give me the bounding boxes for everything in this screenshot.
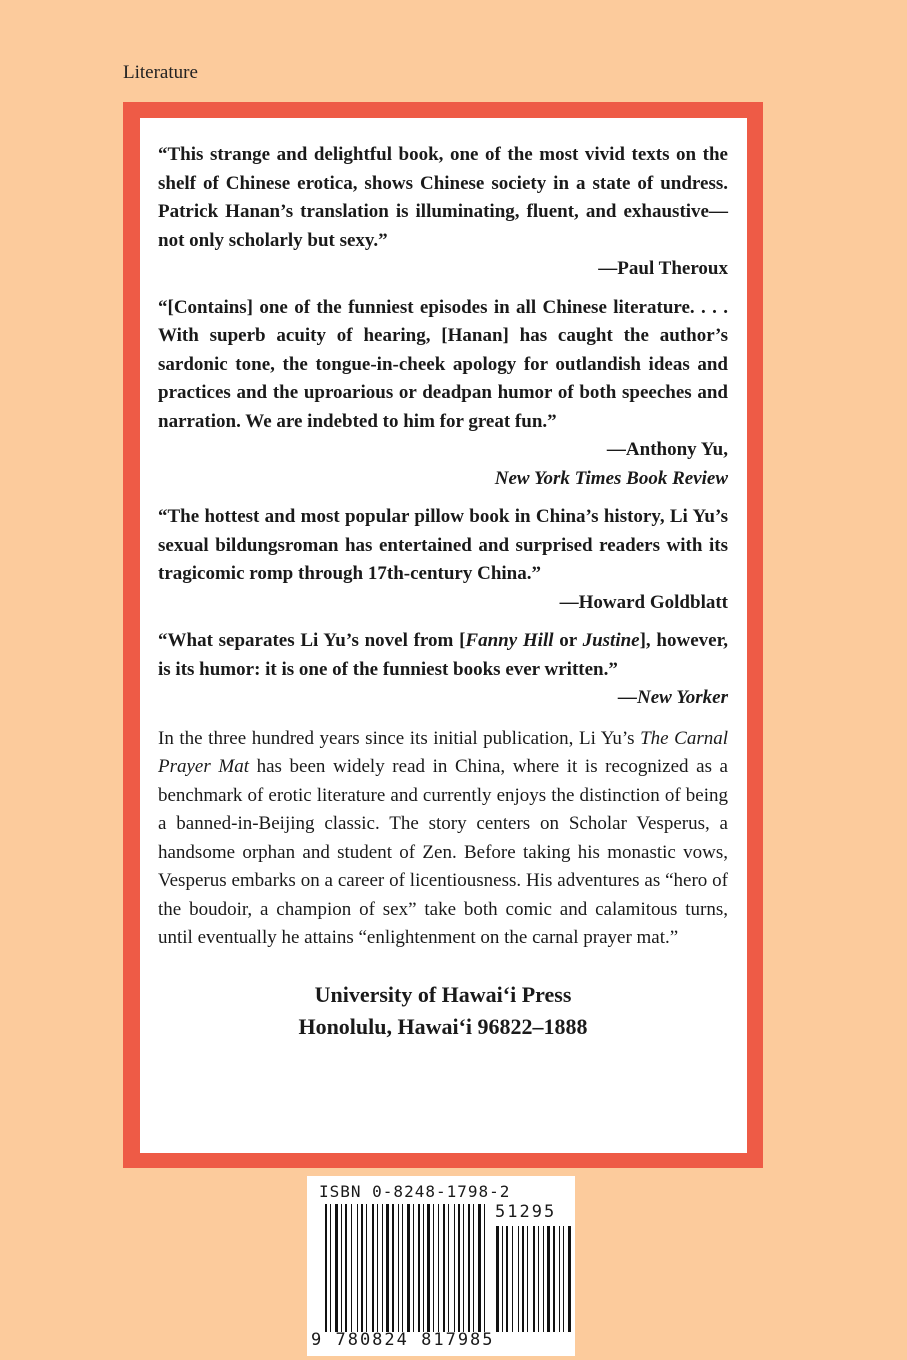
barcode-bar [372,1204,374,1332]
category-label: Literature [123,62,198,83]
review-author: —Howard Goldblatt [559,591,728,613]
publisher-name: University of Hawai‘i Press [314,981,572,1007]
barcode-bar [351,1204,352,1332]
barcode-bar [382,1204,383,1332]
barcode-bar [559,1226,560,1332]
barcode-bar [547,1226,550,1332]
barcode-bar [341,1204,342,1332]
barcode-bar [325,1204,327,1332]
barcode-bar [468,1204,470,1332]
barcode-bar [563,1226,564,1332]
book-title: Fanny Hill [465,630,554,651]
book-title: The Carnal Prayer Mat [158,727,728,777]
barcode-bar [398,1204,399,1332]
barcode-bar [518,1226,519,1332]
barcode-bar [386,1204,389,1332]
review-source: New York Times Book Review [494,467,728,489]
barcode-bar [496,1226,499,1332]
barcode-bar [377,1204,378,1332]
barcode-bar [423,1204,424,1332]
barcode-bar [407,1204,410,1332]
publisher-address: Honolulu, Hawai‘i 96822–1888 [298,1013,588,1039]
barcode-bar [454,1204,455,1332]
barcode-bar [345,1204,347,1332]
review-3 [158,503,728,617]
review-author: —New Yorker [618,687,728,708]
barcode-bar [484,1204,485,1332]
barcode-bar [458,1204,460,1332]
barcode-bar [538,1226,539,1332]
barcode-bar [418,1204,420,1332]
review-2 [158,294,728,494]
barcode-bar [512,1226,513,1332]
barcode-bar [506,1226,508,1332]
barcode-bar [330,1204,331,1332]
barcode [307,1176,575,1356]
review-quote: “[Contains] one of the funniest episodes in all Chinese literature. . . . With superb acuity of hearing, [Hanan] has caught the author’s sardonic tone, the tongue-in-cheek apology for outlandish ideas and practices and the uproarious or deadpan humor of both speeches and narration. We are indebted to him for great fun.” [158,296,728,432]
barcode-bar [357,1204,358,1332]
barcode-bar [335,1204,338,1332]
ean-number: 9 780824 817985 [311,1330,495,1350]
book-description: In the three hundred years since its initial publication, Li Yu’s The Carnal Prayer Mat has been widely read in China, where it is recognized as a benchmark of erotic literature and currently enjoys the distinction of being a banned-in-Beijing classic. The story centers on Scholar Vesperus, a handsome orphan and student of Zen. Before taking his monastic vows, Vesperus embarks on a career of licentiousness. His adventures as “hero of the boudoir, a champion of sex” take both comic and calamitous turns, until eventually he attains “enlightenment on the carnal prayer mat.” [158,727,728,948]
barcode-bar [361,1204,363,1332]
barcode-bar [413,1204,414,1332]
barcode-bar [533,1226,535,1332]
barcode-bar [522,1226,524,1332]
barcode-bar [553,1226,555,1332]
review-author: —Paul Theroux [598,258,728,279]
publisher-block [158,979,728,1043]
barcode-bar [402,1204,403,1332]
barcode-bar [392,1204,394,1332]
book-title: Justine [582,630,640,651]
isbn-text: ISBN 0-8248-1798-2 [319,1182,511,1201]
barcode-bar [463,1204,464,1332]
barcode-bar [568,1226,571,1332]
barcode-bar [448,1204,449,1332]
barcode-bar [443,1204,445,1332]
barcode-bar [427,1204,430,1332]
review-1 [158,141,728,284]
review-author: —Anthony Yu, [606,439,728,460]
price-code: 51295 [495,1202,557,1222]
barcode-bar [527,1226,528,1332]
review-4 [158,627,728,713]
back-cover-content [158,141,728,1043]
barcode-bar [366,1204,367,1332]
review-quote: “This strange and delightful book, one of the most vivid texts on the shelf of Chinese erotica, shows Chinese society in a state of undress. Patrick Hanan’s translation is illuminating, fluent, and exhaustive—not only scholarly but sexy.” [158,144,728,251]
review-quote: “The hottest and most popular pillow book in China’s history, Li Yu’s sexual bildungsroman has entertained and surprised readers with its tragicomic romp through 17th-century China.” [158,506,728,584]
barcode-bar [478,1204,481,1332]
barcode-bar [438,1204,439,1332]
barcode-bar [502,1226,503,1332]
barcode-bar [473,1204,474,1332]
review-quote: “What separates Li Yu’s novel from [Fanny Hill or Justine], however, is its humor: it is one of the funniest books ever written.” [158,630,729,680]
barcode-bar [433,1204,434,1332]
barcode-bar [543,1226,544,1332]
